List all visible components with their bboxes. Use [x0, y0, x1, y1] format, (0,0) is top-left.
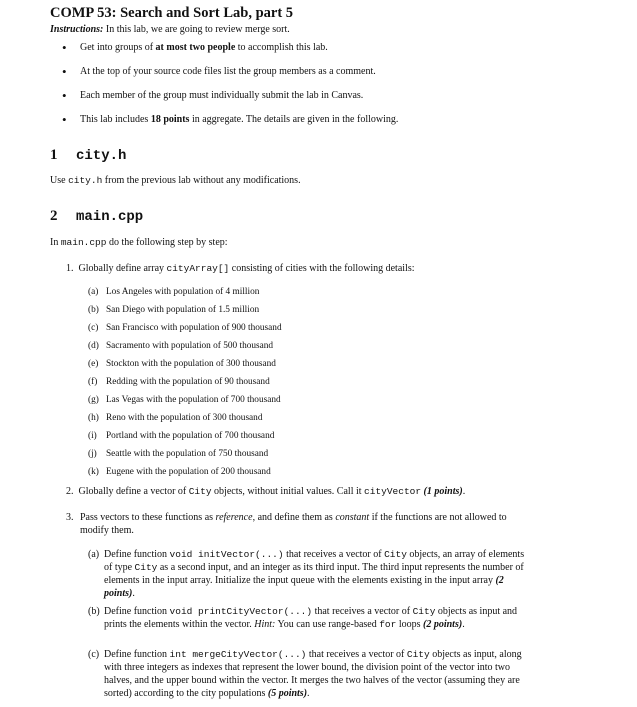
- step-1: 1. Globally define array cityArray[] consisting of cities with the following details:: [66, 263, 415, 274]
- instructions-line: [50, 24, 290, 35]
- list-item: (i) Portland with the population of 700 thousand: [88, 431, 275, 441]
- instructions-text: In this lab, we are going to review merge sort.: [103, 24, 290, 35]
- list-item: (d) Sacramento with population of 500 thousand: [88, 341, 274, 351]
- step-3: 3. Pass vectors to these functions as reference, and define them as constant if the functions are not allowed to modify them.: [66, 512, 507, 536]
- list-item: (f) Redding with the population of 90 thousand: [88, 377, 270, 387]
- list-item: • This lab includes 18 points in aggregate. The details are given in the following.: [60, 108, 398, 132]
- section-heading-city-h: 1 city.h: [50, 147, 127, 164]
- list-item: (k) Eugene with the population of 200 thousand: [88, 467, 271, 477]
- instructions-label: Instructions:: [50, 24, 104, 35]
- section-heading-main-cpp: 2 main.cpp: [50, 208, 144, 225]
- city-list: [88, 283, 282, 481]
- list-item: (j) Seattle with the population of 750 thousand: [88, 449, 269, 459]
- list-item: (e) Stockton with the population of 300 thousand: [88, 359, 276, 369]
- step-3b: (b) Define function void printCityVector(...) that receives a vector of City objects as input and prints the elements within the vector. Hint: You can use range-based for loops (2 points).: [88, 606, 518, 630]
- section-2-text: In main.cpp do the following step by step:: [50, 237, 228, 248]
- list-item: (g) Las Vegas with the population of 700 thousand: [88, 395, 281, 405]
- step-3a: (a) Define function void initVector(...) that receives a vector of City objects, an array of elements of type City as a second input, and an integer as its third input. The third input represents the number of elements in the input array. Initialize the input queue with the elements existing in the input array (2 points).: [88, 549, 525, 599]
- document-title: COMP 53: Search and Sort Lab, part 5: [50, 5, 294, 21]
- list-item: (a) Los Angeles with population of 4 million: [88, 287, 260, 297]
- list-item: • Each member of the group must individually submit the lab in Canvas.: [60, 84, 398, 108]
- section-1-text: Use city.h from the previous lab without any modifications.: [50, 175, 301, 186]
- list-item: • At the top of your source code files list the group members as a comment.: [60, 60, 398, 84]
- list-item: (b) San Diego with population of 1.5 million: [88, 305, 260, 315]
- list-item: • Get into groups of at most two people to accomplish this lab.: [60, 36, 398, 60]
- list-item: (c) San Francisco with population of 900 thousand: [88, 323, 282, 333]
- requirements-list: [60, 36, 398, 132]
- step-3c: (c) Define function int mergeCityVector(...) that receives a vector of City objects as input, along with three integers as indexes that represent the lower bound, the division point of the vector into two halves, and the upper bound within the vector. It merges the two halves of the vector (assuming they are sorted) according to the city populations (5 points).: [88, 649, 522, 699]
- step-2: 2. Globally define a vector of City objects, without initial values. Call it cityVector (1 points).: [66, 486, 466, 497]
- list-item: (h) Reno with the population of 300 thousand: [88, 413, 263, 423]
